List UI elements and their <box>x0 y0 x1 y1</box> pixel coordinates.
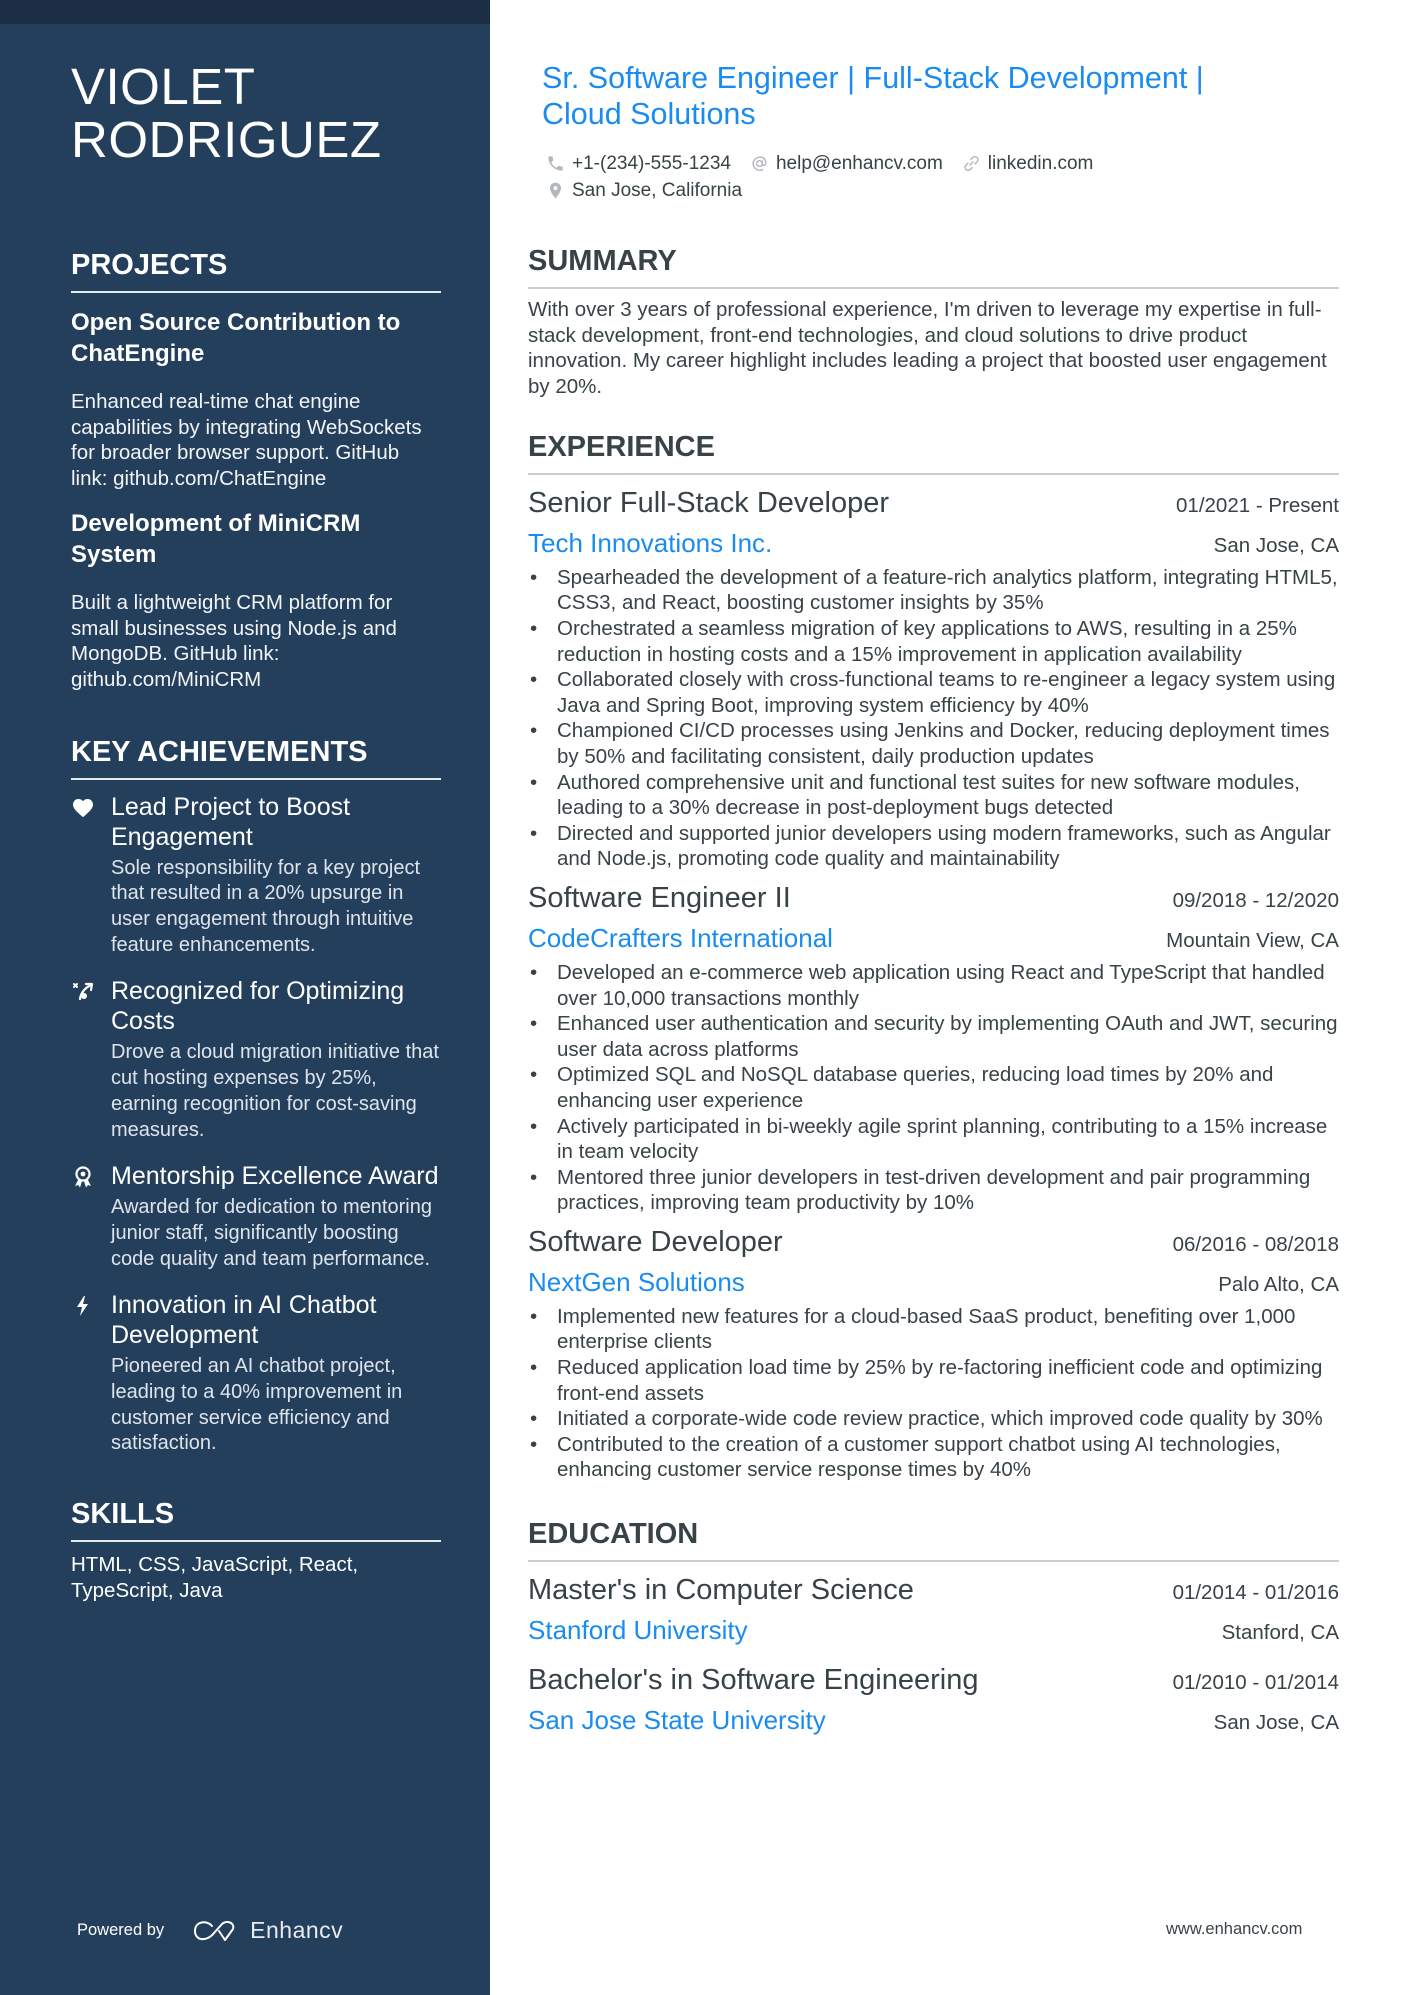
project-description: Built a lightweight CRM platform for small businesses using Node.js and MongoDB. GitHub link: github.com/MiniCRM <box>71 590 397 691</box>
enhancv-wordmark: Enhancv <box>250 1917 344 1943</box>
achievement-item <box>71 792 441 959</box>
bullet-item: • Optimized SQL and NoSQL database queries, reducing load times by 20% and enhancing user experience <box>528 1062 1339 1113</box>
enhancv-logo-icon <box>192 1919 238 1943</box>
education-section <box>528 1517 1339 1740</box>
achievement-title: Mentorship Excellence Award <box>111 1162 439 1191</box>
job-entry <box>528 1222 1339 1483</box>
sidebar-top-band <box>0 0 490 24</box>
bullet-item: • Reduced application load time by 25% by re-factoring inefficient code and optimizing front-end assets <box>528 1355 1339 1406</box>
skills-section <box>71 1497 441 1603</box>
bullet-item: • Developed an e-commerce web application using React and TypeScript that handled over 10,000 transactions monthly <box>528 960 1339 1011</box>
achievement-item <box>71 1290 441 1457</box>
footer-url[interactable]: www.enhancv.com <box>1166 1920 1303 1938</box>
powered-by-label: Powered by <box>77 1921 165 1939</box>
degree: Bachelor's in Software Engineering <box>528 1664 979 1697</box>
job-bullets <box>528 1304 1339 1483</box>
job-location: Palo Alto, CA <box>1218 1272 1339 1296</box>
bullet-item: • Orchestrated a seamless migration of key applications to AWS, resulting in a 25% reduction in hosting costs and a 15% improvement in application availability <box>528 616 1339 667</box>
website-contact[interactable] <box>962 150 1094 177</box>
award-icon <box>71 1161 111 1272</box>
project-item <box>71 307 441 492</box>
bullet-item: • Initiated a corporate-wide code review practice, which improved code quality by 30% <box>528 1406 1339 1432</box>
person-name <box>71 60 441 166</box>
summary-section <box>528 244 1339 400</box>
bullet-item: • Actively participated in bi-weekly agile sprint planning, contributing to a 15% increase in team velocity <box>528 1114 1339 1165</box>
achievement-description: Pioneered an AI chatbot project, leading to a 40% improvement in customer service efficiency and satisfaction. <box>111 1355 403 1455</box>
education-entry <box>528 1570 1339 1650</box>
achievement-description: Awarded for dedication to mentoring junior staff, significantly boosting code quality and team performance. <box>111 1196 432 1270</box>
bullet-item: • Enhanced user authentication and security by implementing OAuth and JWT, securing user data across platforms <box>528 1011 1339 1062</box>
achievement-title: Recognized for Optimizing Costs <box>111 977 405 1036</box>
degree: Master's in Computer Science <box>528 1574 914 1607</box>
job-entry <box>528 878 1339 1216</box>
achievement-description: Drove a cloud migration initiative that cut hosting expenses by 25%, earning recognition for cost-saving measures. <box>111 1041 439 1141</box>
school-location: Stanford, CA <box>1221 1621 1339 1645</box>
location-text: San Jose, California <box>572 180 743 201</box>
main-content <box>528 60 1339 1740</box>
job-entry <box>528 483 1339 872</box>
bullet-item: • Contributed to the creation of a customer support chatbot using AI technologies, enhancing customer service response times by 40% <box>528 1432 1339 1483</box>
school-location: San Jose, CA <box>1213 1711 1339 1735</box>
school-name[interactable]: San Jose State University <box>528 1705 826 1736</box>
heart-icon <box>71 792 111 959</box>
job-bullets <box>528 960 1339 1216</box>
education-dates: 01/2010 - 01/2014 <box>1172 1671 1339 1695</box>
location-pin-icon <box>546 181 565 200</box>
skills-heading: SKILLS <box>71 1497 441 1542</box>
job-dates: 06/2016 - 08/2018 <box>1172 1232 1339 1256</box>
enhancv-logo[interactable] <box>192 1917 343 1944</box>
project-description: Enhanced real-time chat engine capabilities by integrating WebSockets for broader browser support. GitHub link: github.com/ChatEngine <box>71 390 422 491</box>
phone-contact[interactable] <box>546 150 731 177</box>
header <box>528 60 1339 204</box>
lightning-icon <box>71 1290 111 1457</box>
last-name: RODRIGUEZ <box>71 111 382 168</box>
project-title: Development of MiniCRM System <box>71 509 361 568</box>
achievement-item <box>71 1161 441 1272</box>
job-location: San Jose, CA <box>1213 533 1339 557</box>
projects-section <box>71 248 441 693</box>
summary-text: With over 3 years of professional experience, I'm driven to leverage my expertise in full-stack development, front-end technologies, and cloud solutions to drive product innovation. My career highlight includes leading a project that boosted user engagement by 20%. <box>528 298 1327 399</box>
job-dates: 09/2018 - 12/2020 <box>1172 888 1339 912</box>
achievement-title: Lead Project to Boost Engagement <box>111 792 351 851</box>
job-dates: 01/2021 - Present <box>1176 493 1339 517</box>
education-dates: 01/2014 - 01/2016 <box>1172 1581 1339 1605</box>
achievements-heading: KEY ACHIEVEMENTS <box>71 735 441 780</box>
website-link: linkedin.com <box>987 153 1094 174</box>
contact-info <box>546 150 1339 204</box>
location-contact <box>546 177 742 204</box>
bullet-item: • Implemented new features for a cloud-based SaaS product, benefiting over 1,000 enterprise clients <box>528 1304 1339 1355</box>
first-name: VIOLET <box>71 58 256 115</box>
sidebar <box>0 0 490 1995</box>
education-heading: EDUCATION <box>528 1517 1339 1562</box>
company-name[interactable]: NextGen Solutions <box>528 1266 745 1297</box>
experience-heading: EXPERIENCE <box>528 430 1339 475</box>
project-title: Open Source Contribution to ChatEngine <box>71 309 401 367</box>
route-icon <box>71 976 111 1143</box>
email-contact[interactable] <box>750 150 943 177</box>
headline <box>542 60 1339 132</box>
experience-section <box>528 430 1339 1483</box>
bullet-item: • Authored comprehensive unit and functional test suites for new software modules, leading to a 30% decrease in post-deployment bugs detected <box>528 770 1339 821</box>
job-location: Mountain View, CA <box>1166 928 1339 952</box>
bullet-item: • Directed and supported junior developers using modern frameworks, such as Angular and Node.js, promoting code quality and maintainability <box>528 821 1339 872</box>
bullet-item: • Collaborated closely with cross-functional teams to re-engineer a legacy system using Java and Spring Boot, improving system efficiency by 40% <box>528 667 1339 718</box>
headline-line: Sr. Software Engineer | Full-Stack Development | <box>542 61 1204 95</box>
achievement-description: Sole responsibility for a key project that resulted in a 20% upsurge in user engagement through intuitive feature enhancements. <box>111 856 421 956</box>
school-name[interactable]: Stanford University <box>528 1615 748 1646</box>
at-icon <box>750 154 769 173</box>
job-title: Software Engineer II <box>528 881 791 914</box>
company-name[interactable]: CodeCrafters International <box>528 922 833 953</box>
company-name[interactable]: Tech Innovations Inc. <box>528 527 773 558</box>
email-address: help@enhancv.com <box>775 153 943 174</box>
projects-heading: PROJECTS <box>71 248 441 293</box>
powered-by <box>77 1917 343 1944</box>
headline-line: Cloud Solutions <box>542 97 756 131</box>
education-entry <box>528 1660 1339 1740</box>
summary-heading: SUMMARY <box>528 244 1339 289</box>
bullet-item: • Spearheaded the development of a feature-rich analytics platform, integrating HTML5, CSS3, and React, boosting customer insights by 35% <box>528 565 1339 616</box>
achievements-section <box>71 735 441 1458</box>
job-title: Software Developer <box>528 1225 783 1258</box>
project-item <box>71 508 441 693</box>
link-icon <box>962 154 981 173</box>
bullet-item: • Mentored three junior developers in test-driven development and pair programming practices, improving team productivity by 10% <box>528 1165 1339 1216</box>
bullet-item: • Championed CI/CD processes using Jenkins and Docker, reducing deployment times by 50% and facilitating consistent, daily production updates <box>528 718 1339 769</box>
skills-list: HTML, CSS, JavaScript, React, TypeScript, Java <box>71 1553 359 1602</box>
phone-number: +1-(234)-555-1234 <box>572 153 731 174</box>
achievement-title: Innovation in AI Chatbot Development <box>111 1291 377 1350</box>
achievement-item <box>71 976 441 1143</box>
job-bullets <box>528 565 1339 872</box>
job-title: Senior Full-Stack Developer <box>528 486 890 519</box>
phone-icon <box>546 154 565 173</box>
